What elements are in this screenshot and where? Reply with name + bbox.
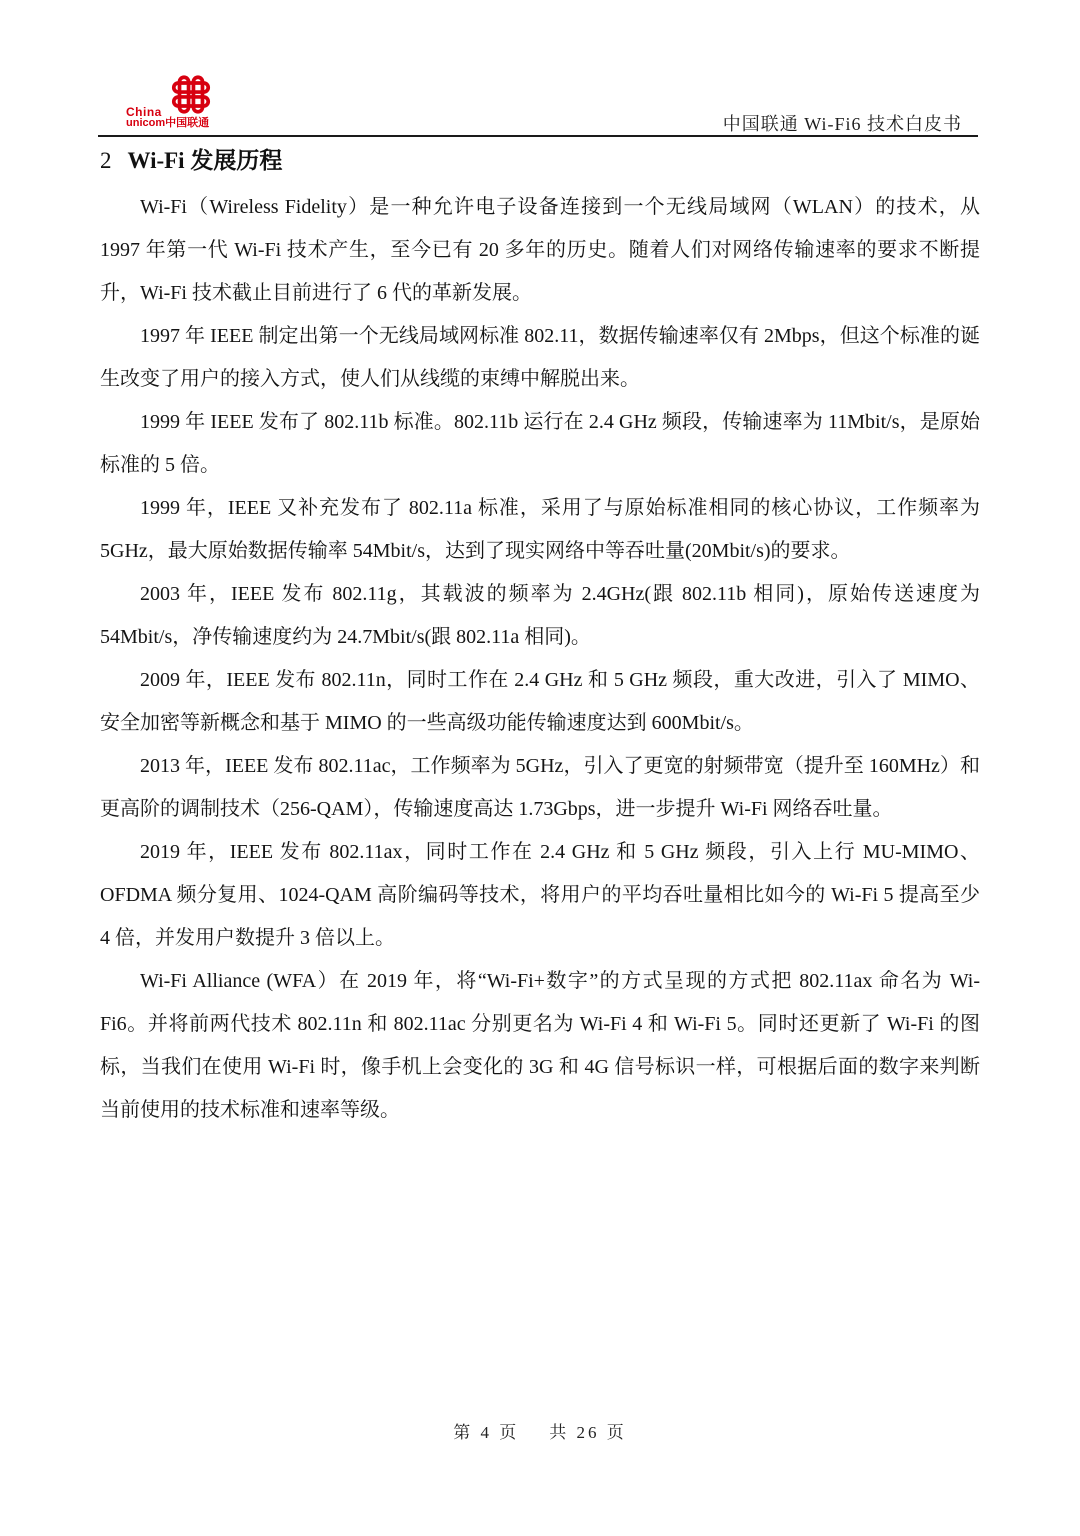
paragraph: 2009 年，IEEE 发布 802.11n，同时工作在 2.4 GHz 和 5 GHz 频段，重大改进，引入了 MIMO、安全加密等新概念和基于 MIMO 的一些高级功能传输速度达到 600Mbit/s。 xyxy=(100,669,980,734)
logo-brand-text-en: China xyxy=(126,105,162,119)
paragraph: 2019 年，IEEE 发布 802.11ax，同时工作在 2.4 GHz 和 5 GHz 频段，引入上行 MU-MIMO、OFDMA 频分复用、1024-QAM 高阶编码等技术，将用户的平均吞吐量相比如今的 Wi-Fi 5 提高至少 4 倍，并发用户数提升 3 倍以上。 xyxy=(100,841,980,949)
paragraph: 1997 年 IEEE 制定出第一个无线局域网标准 802.11，数据传输速率仅有 2Mbps，但这个标准的诞生改变了用户的接入方式，使人们从线缆的束缚中解脱出来。 xyxy=(100,325,980,390)
header-doc-title: 中国联通 Wi-Fi6 技术白皮书 xyxy=(722,114,962,134)
paragraph: Wi-Fi（Wireless Fidelity）是一种允许电子设备连接到一个无线局域网（WLAN）的技术，从 1997 年第一代 Wi-Fi 技术产生，至今已有 20 多年的历史。随着人们对网络传输速率的要求不断提升，Wi-Fi 技术截止目前进行了 6 代的革新发展。 xyxy=(100,196,980,304)
logo-brand-text-cn: unicom中国联通 xyxy=(126,117,210,129)
china-unicom-logo xyxy=(116,74,216,130)
section-title: Wi-Fi 发展历程 xyxy=(127,148,283,173)
header-rule xyxy=(98,135,978,137)
paragraph: 1999 年，IEEE 又补充发布了 802.11a 标准，采用了与原始标准相同的核心协议，工作频率为 5GHz，最大原始数据传输率 54Mbit/s，达到了现实网络中等吞吐量(20Mbit/s)的要求。 xyxy=(100,497,980,562)
logo-brand-text xyxy=(126,107,209,129)
page-footer xyxy=(0,1418,1080,1443)
body-text xyxy=(100,186,980,1132)
paragraph: 2013 年，IEEE 发布 802.11ac，工作频率为 5GHz，引入了更宽的射频带宽（提升至 160MHz）和更高阶的调制技术（256-QAM），传输速度高达 1.73Gbps，进一步提升 Wi-Fi 网络吞吐量。 xyxy=(100,755,980,820)
paragraph: Wi-Fi Alliance (WFA）在 2019 年，将“Wi-Fi+数字”的方式呈现的方式把 802.11ax 命名为 Wi-Fi6。并将前两代技术 802.11n 和 802.11ac 分别更名为 Wi-Fi 4 和 Wi-Fi 5。同时还更新了 Wi-Fi 的图标，当我们在使用 Wi-Fi 时，像手机上会变化的 3G 和 4G 信号标识一样，可根据后面的数字来判断当前使用的技术标准和速率等级。 xyxy=(100,970,980,1121)
section-number: 2 xyxy=(100,148,112,173)
footer-page-number: 第 4 页 xyxy=(453,1423,520,1442)
paragraph: 2003 年，IEEE 发布 802.11g，其载波的频率为 2.4GHz(跟 802.11b 相同)，原始传送速度为 54Mbit/s，净传输速度约为 24.7Mbit/s(跟 802.11a 相同)。 xyxy=(100,583,980,648)
paragraph: 1999 年 IEEE 发布了 802.11b 标准。802.11b 运行在 2.4 GHz 频段，传输速率为 11Mbit/s，是原始标准的 5 倍。 xyxy=(100,411,980,476)
footer-total-pages: 共 26 页 xyxy=(549,1423,627,1442)
section-heading xyxy=(100,144,282,178)
